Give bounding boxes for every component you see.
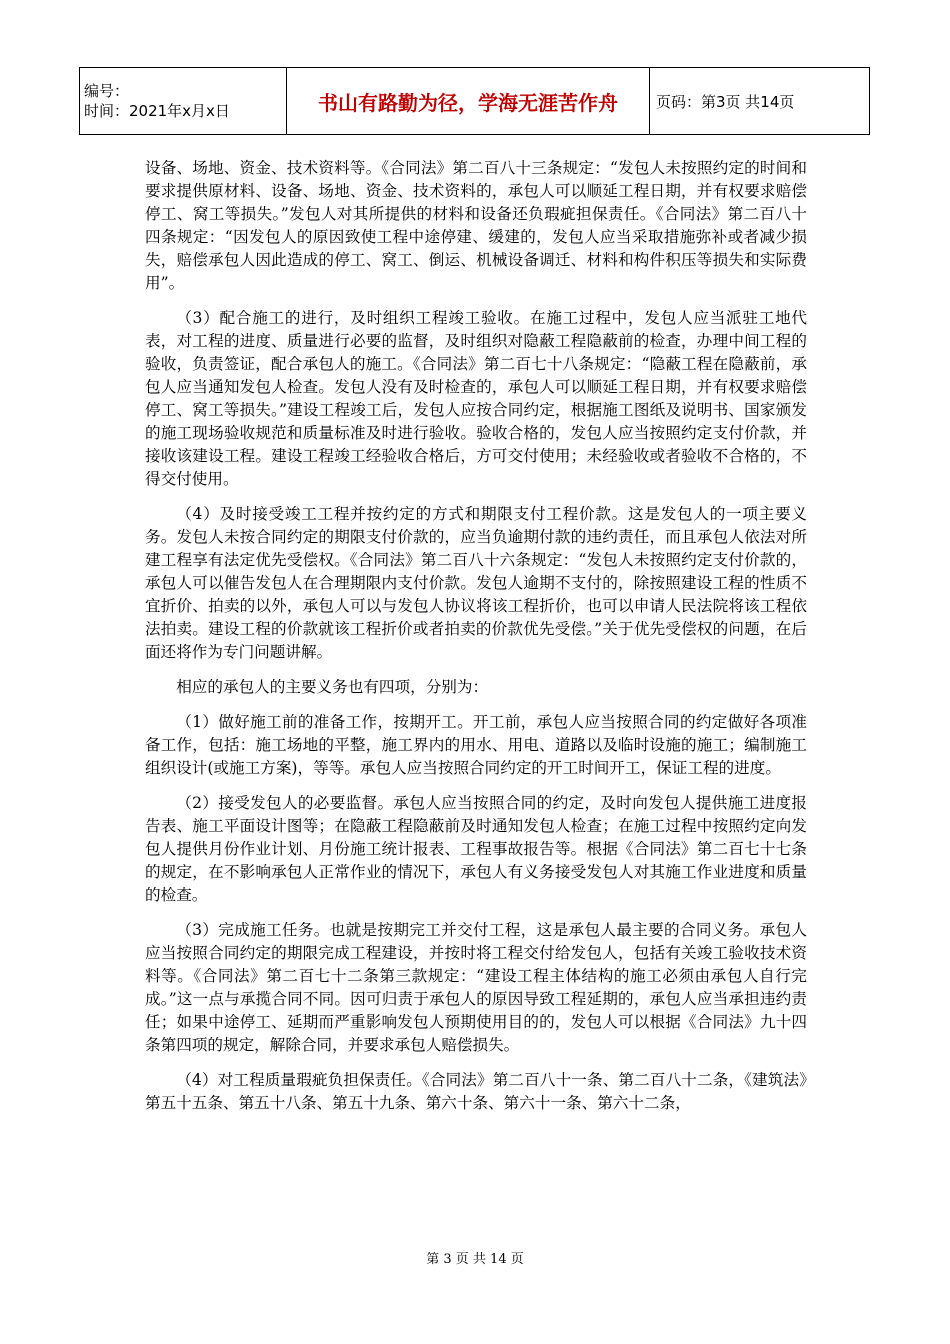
body-paragraph: （3）配合施工的进行，及时组织工程竣工验收。在施工过程中，发包人应当派驻工地代表，对工程的进度、质量进行必要的监督，及时组织对隐蔽工程隐蔽前的检查，办理中间工程的验收，负责签证，配合承包人的施工。《合同法》第二百七十八条规定：“隐蔽工程在隐蔽前，承包人应当通知发包人检查。发包人没有及时检查的，承包人可以顺延工程日期，并有权要求赔偿停工、窝工等损失。”建设工程竣工后，发包人应按合同约定，根据施工图纸及说明书、国家颁发的施工现场验收规范和质量标准及时进行验收。验收合格的，发包人应当按照约定支付价款，并接收该建设工程。建设工程竣工经验收合格后，方可交付使用；未经验收或者验收不合格的，不得交付使用。: [145, 309, 807, 488]
document-date-label: 时间：2021年x月x日: [84, 102, 230, 120]
document-header: [79, 67, 870, 135]
document-number-label: 编号：: [84, 82, 130, 100]
body-paragraph: 相应的承包人的主要义务也有四项，分别为：: [176, 678, 489, 696]
body-paragraph: （1）做好施工前的准备工作，按期开工。开工前，承包人应当按照合同的约定做好各项准备工作，包括：施工场地的平整，施工界内的用水、用电、道路以及临时设施的施工；编制施工组织设计(或施工方案)，等等。承包人应当按照合同约定的开工时间开工，保证工程的进度。: [145, 713, 807, 777]
document-body: [145, 157, 807, 1127]
header-info-cell: [80, 68, 287, 135]
body-paragraph: （4）对工程质量瑕疵负担保责任。《合同法》第二百八十一条、第二百八十二条，《建筑法》第五十五条、第五十八条、第五十九条、第六十条、第六十一条、第六十二条，: [145, 1071, 807, 1112]
body-paragraph: （2）接受发包人的必要监督。承包人应当按照合同的约定，及时向发包人提供施工进度报告表、施工平面设计图等；在隐蔽工程隐蔽前及时通知发包人检查；在施工过程中按照约定向发包人提供月份作业计划、月份施工统计报表、工程事故报告等。根据《合同法》第二百七十七条的规定，在不影响承包人正常作业的情况下，承包人有义务接受发包人对其施工作业进度和质量的检查。: [145, 794, 807, 904]
header-page-number: 页码：第3页 共14页: [650, 68, 870, 135]
body-paragraph: （3）完成施工任务。也就是按期完工并交付工程，这是承包人最主要的合同义务。承包人应当按照合同约定的期限完成工程建设，并按时将工程交付给发包人，包括有关竣工验收技术资料等。《合同法》第二百七十二条第三款规定：“建设工程主体结构的施工必须由承包人自行完成。”这一点与承揽合同不同。因可归责于承包人的原因导致工程延期的，承包人应当承担违约责任；如果中途停工、延期而严重影响发包人预期使用目的的，发包人可以根据《合同法》九十四条第四项的规定，解除合同，并要求承包人赔偿损失。: [145, 921, 807, 1054]
page-footer: 第 3 页 共 14 页: [426, 1252, 524, 1267]
body-paragraph: 设备、场地、资金、技术资料等。《合同法》第二百八十三条规定：“发包人未按照约定的时间和要求提供原材料、设备、场地、资金、技术资料的，承包人可以顺延工程日期，并有权要求赔偿停工、窝工等损失。”发包人对其所提供的材料和设备还负瑕疵担保责任。《合同法》第二百八十四条规定：“因发包人的原因致使工程中途停建、缓建的，发包人应当采取措施弥补或者减少损失，赔偿承包人因此造成的停工、窝工、倒运、机械设备调迁、材料和构件积压等损失和实际费用”。: [145, 159, 807, 292]
header-motto: 书山有路勤为径，学海无涯苦作舟: [287, 68, 650, 135]
body-paragraph: （4）及时接受竣工工程并按约定的方式和期限支付工程价款。这是发包人的一项主要义务。发包人未按合同约定的期限支付价款的，应当负逾期付款的违约责任，而且承包人依法对所建工程享有法定优先受偿权。《合同法》第二百八十六条规定：“发包人未按照约定支付价款的，承包人可以催告发包人在合理期限内支付价款。发包人逾期不支付的，除按照建设工程的性质不宜折价、拍卖的以外，承包人可以与发包人协议将该工程折价，也可以申请人民法院将该工程依法拍卖。建设工程的价款就该工程折价或者拍卖的价款优先受偿。”关于优先受偿权的问题，在后面还将作为专门问题讲解。: [145, 505, 807, 661]
